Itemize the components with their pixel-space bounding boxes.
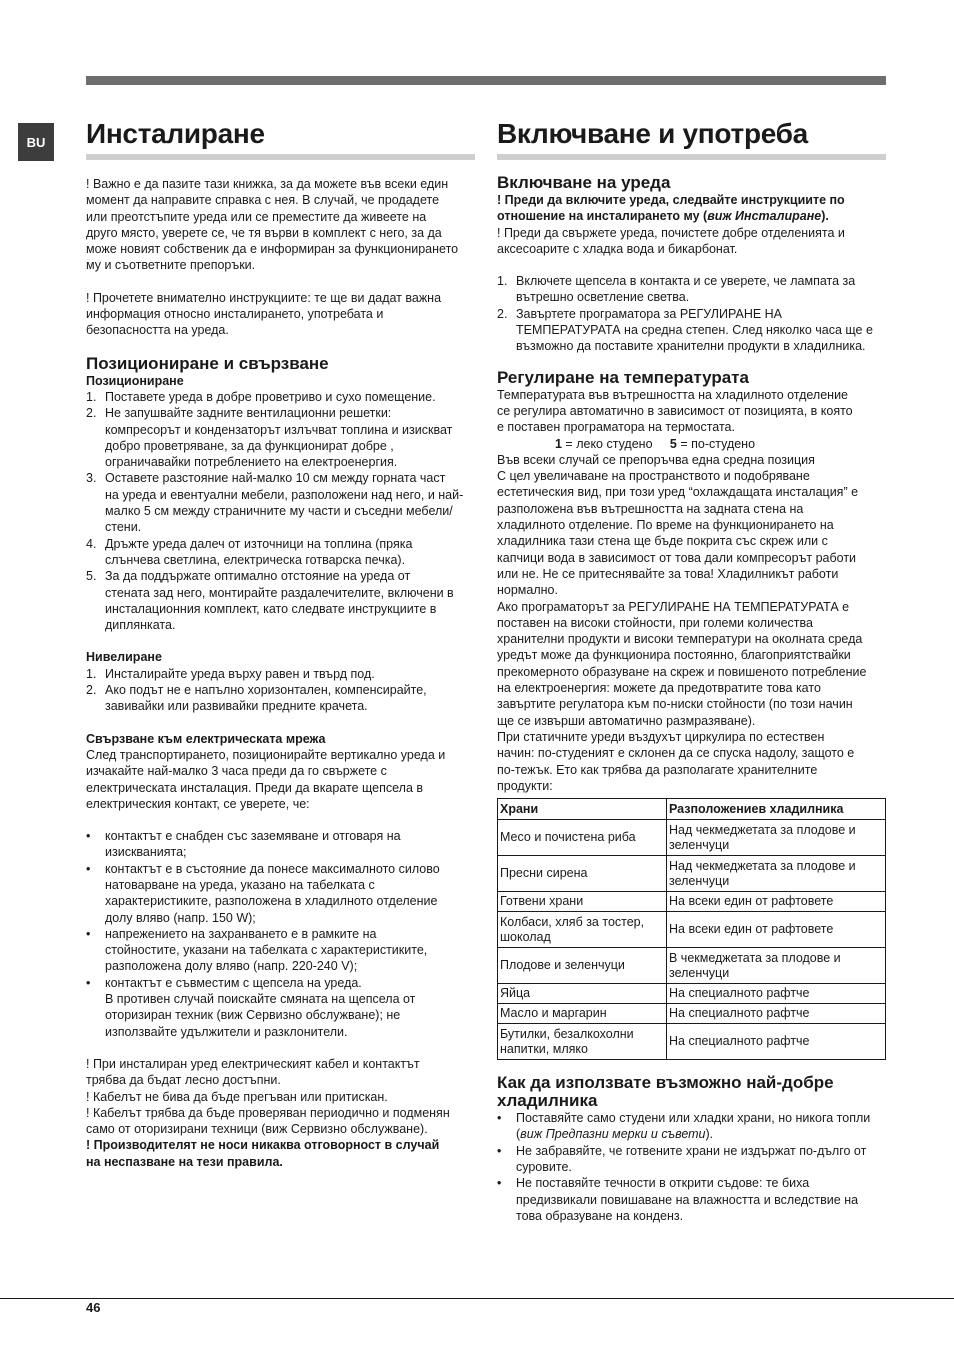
list-number: 1.: [86, 666, 97, 681]
table-row: [498, 984, 886, 1004]
language-badge: BU: [18, 123, 54, 161]
text-line: При статичните уреди въздухът циркулира по естествен: [497, 729, 825, 744]
text-line: капчици вода в зависимост от това дали компресорът работи: [497, 550, 857, 565]
list-item-line: ограничавайки потреблението на електроенергия.: [105, 455, 398, 470]
table-cell-placement: Над чекмеджетата за плодове и зеленчуци: [667, 820, 886, 856]
column-usage: [497, 118, 886, 1224]
bullet-line: Не поставяйте течности в открити съдове: те биха: [516, 1176, 810, 1191]
bullet-line: Поставяйте само студени или хладки храни, но никога топли: [516, 1111, 871, 1126]
table-cell-placement: На специалното рафтче: [667, 1024, 886, 1060]
warnings: [86, 1056, 475, 1137]
list-item-line: Завъртете програматора за РЕГУЛИРАНЕ НА: [516, 306, 783, 321]
bullet-item: [497, 1175, 886, 1224]
switching-on-paragraph: [497, 225, 886, 258]
table-cell-placement: На специалното рафтче: [667, 1004, 886, 1024]
bullet-line: оторизиран техник (виж Сервизно обслужване); не: [105, 1008, 401, 1023]
list-item-line: инсталационния комплект, като следвате инструкциите в: [105, 601, 437, 616]
list-item-line: Включете щепсела в контакта и се уверете, че лампата за: [516, 274, 856, 289]
page-number: 46: [86, 1300, 101, 1315]
text-line: му и съответните препоръки.: [86, 258, 256, 273]
switching-on-title: Включване на уреда: [497, 173, 671, 192]
list-item: [86, 470, 475, 535]
bullet-line: контактът е снабден със заземяване и отговаря на: [105, 829, 401, 844]
bullet-item: [497, 1110, 886, 1143]
positioning-section-title: Позициониране и свързване: [86, 353, 329, 373]
list-item-line: Дръжте уреда далеч от източници на топлина (пряка: [105, 536, 413, 551]
list-item-line: Инсталирайте уреда върху равен и твърд под.: [105, 666, 375, 681]
text-line: само от оторизирани техници (виж Сервизно обслужване).: [86, 1122, 428, 1137]
text-line: ! Кабелът не бива да бъде прегъван или притискан.: [86, 1089, 388, 1104]
text-line: хладилното отделение. По време на функционирането на: [497, 518, 834, 533]
bullet-line: В противен случай поискайте смяната на щепсела от: [105, 992, 416, 1007]
usage-title: Включване и употреба: [497, 118, 886, 160]
text-line: След транспортирането, позиционирайте вертикално уреда и: [86, 747, 446, 762]
best-use-title: Как да използвате възможно най-добре хладилника: [497, 1073, 834, 1111]
list-item: [86, 389, 475, 405]
list-item-line: на уреда и евентуални мебели, разположени над него, и най-: [105, 487, 464, 502]
text-line: хранителни продукти и високи температури на околната среда: [497, 632, 863, 647]
electrical-checklist: [86, 828, 475, 1040]
list-item-line: слънчева светлина, електрическа готварска печка).: [105, 552, 406, 567]
table-cell-food: Пресни сирена: [498, 856, 667, 892]
list-item: [497, 273, 886, 306]
intro-paragraph: [86, 176, 475, 274]
electrical-subtitle: Свързване към електрическата мрежа: [86, 731, 326, 746]
intro-paragraph-2: [86, 290, 475, 339]
list-number: 2.: [86, 406, 97, 421]
list-number: 1.: [497, 274, 508, 289]
bullet-icon: •: [86, 926, 91, 941]
list-item-line: ТЕМПЕРАТУРАТА на средна степен. След няколко часа ще е: [516, 323, 873, 338]
table-row: [498, 912, 886, 948]
header-rule: [86, 76, 886, 85]
text-line: ! Важно е да пазите тази книжка, за да можете във всеки един: [86, 177, 449, 191]
installation-title: Инсталиране: [86, 118, 475, 160]
list-item: [86, 666, 475, 682]
switching-on-warning-1: ! Преди да включите уреда, следвайте инструкциите по: [497, 193, 845, 207]
temperature-title: Регулиране на температурата: [497, 367, 749, 387]
text-line: се регулира автоматично в зависимост от позицията, в която: [497, 403, 853, 418]
table-cell-placement: Над чекмеджетата за плодове и зеленчуци: [667, 856, 886, 892]
table-cell-food: Яйца: [498, 984, 667, 1004]
bullet-item: [86, 975, 475, 1040]
list-item-line: малко 5 см между страничните му части и съседни мебели/: [105, 504, 453, 519]
food-placement-table: [497, 798, 886, 1060]
list-item: [497, 306, 886, 355]
table-cell-placement: На всеки един от рафтовете: [667, 892, 886, 912]
text-line: може новият собственик да е информиран за функционирането: [86, 242, 459, 257]
text-line: продукти:: [497, 778, 553, 793]
text-line: информация относно инсталирането, употребата и: [86, 307, 384, 322]
footer-rule: [0, 1298, 954, 1299]
bullet-icon: •: [86, 861, 91, 876]
bullet-line: изискванията;: [105, 845, 187, 860]
list-item-line: добро проветряване, за да функционират добре ,: [105, 438, 394, 453]
text-line: хладилника тази стена ще бъде покрита със скреж или с: [497, 534, 828, 549]
bullet-line: предизвикали повишаване на влажността и вследствие на: [516, 1192, 859, 1207]
text-line: ! Кабелът трябва да бъде проверяван периодично и подменян: [86, 1105, 450, 1120]
table-header-row: [498, 799, 886, 820]
text-line: нормално.: [497, 583, 558, 598]
text-line: електрическия контакт, се уверете, че:: [86, 796, 310, 811]
text-line: завъртите регулатора към по-ниски стойности (по този начин: [497, 697, 853, 712]
text-line: Във всеки случай се препоръчва една средна позиция: [497, 452, 815, 467]
bullet-icon: •: [497, 1143, 502, 1158]
text-line: момент да направите справка с нея. В случай, че продадете: [86, 193, 440, 208]
positioning-list: [86, 389, 475, 633]
table-row: [498, 856, 886, 892]
text-line: ще се извърши автоматично размразяване).: [497, 713, 756, 728]
table-cell-food: Плодове и зеленчуци: [498, 948, 667, 984]
text-line: естетическия вид, при този уред “охлаждащата инсталация” е: [497, 485, 859, 500]
text-line: ! Преди да свържете уреда, почистете добре отделенията и: [497, 225, 845, 240]
table-row: [498, 948, 886, 984]
list-item: [86, 568, 475, 633]
bullet-line: натоварване на уреда, указано на табелката с: [105, 877, 375, 892]
list-number: 1.: [86, 389, 97, 404]
list-item-line: диплянката.: [105, 618, 176, 633]
list-item-line: За да поддържате оптимално отстояние на уреда от: [105, 569, 411, 584]
bullet-line: долу вляво (напр. 150 W);: [105, 910, 256, 925]
temperature-paragraph: [497, 387, 886, 436]
text-line: друго място, уверете се, че тя върви в комплект с него, за да: [86, 225, 442, 240]
bullet-line: суровите.: [516, 1159, 572, 1174]
switching-on-list: [497, 273, 886, 354]
bullet-icon: •: [497, 1176, 502, 1191]
temperature-scale: 1 = леко студено 5 = по-студено: [555, 436, 756, 451]
table-row: [498, 1004, 886, 1024]
list-item-line: възможно да поставите хранителни продукти в хладилника.: [516, 339, 866, 354]
table-cell-food: Колбаси, хляб за тостер, шоколад: [498, 912, 667, 948]
table-row: [498, 892, 886, 912]
text-line: на електроенергия: можете да предотвратите това като: [497, 681, 821, 696]
list-item-line: завивайки или развивайки предните крачета.: [105, 699, 368, 714]
bullet-line: (виж Предпазни мерки и съвети).: [516, 1127, 714, 1142]
text-line: разположена във вътрешността на задната стена на: [497, 501, 804, 516]
bullet-item: [497, 1143, 886, 1176]
positioning-subtitle: Позициониране: [86, 373, 184, 388]
text-line: или не. Не се притеснявайте за това! Хладилникът работи: [497, 566, 839, 581]
bullet-line: напрежението на захранването е в рамките на: [105, 926, 377, 941]
text-line: безопасността на уреда.: [86, 323, 229, 338]
bullet-item: [86, 861, 475, 926]
text-line: ! При инсталиран уред електрическият кабел и контактът: [86, 1056, 420, 1071]
table-cell-food: Месо и почистена риба: [498, 820, 667, 856]
bullet-line: контактът е съвместим с щепсела на уреда.: [105, 975, 362, 990]
list-item-line: Ако подът не е напълно хоризонтален, компенсирайте,: [105, 683, 427, 698]
table-row: [498, 820, 886, 856]
bullet-item: [86, 828, 475, 861]
text-line: поставен на високи стойности, при големи количества: [497, 615, 813, 630]
best-use-list: [497, 1110, 886, 1224]
list-item: [86, 405, 475, 470]
text-line: С цел увеличаване на пространството и подобряване: [497, 469, 810, 484]
table-cell-food: Масло и маргарин: [498, 1004, 667, 1024]
electrical-paragraph: [86, 747, 475, 812]
table-header-food: Храни: [498, 799, 667, 820]
text-line: или преотстъпите уреда или се преместите да живеете на: [86, 209, 427, 224]
text-line: на неспазване на тези правила.: [86, 1154, 283, 1169]
text-line: аксесоарите с хладка вода и бикарбонат.: [497, 241, 738, 256]
text-line: Ако програматорът за РЕГУЛИРАНЕ НА ТЕМПЕРАТУРАТА е: [497, 599, 850, 614]
table-cell-placement: На всеки един от рафтовете: [667, 912, 886, 948]
bullet-icon: •: [86, 829, 91, 844]
table-cell-food: Готвени храни: [498, 892, 667, 912]
bullet-line: Не забравяйте, че готвените храни не издържат по-дълго от: [516, 1143, 867, 1158]
text-line: по-тежък. Ето как трябва да разполагате хранителните: [497, 762, 818, 777]
temperature-paragraph-2: [497, 452, 886, 794]
leveling-subtitle: Нивелиране: [86, 650, 162, 665]
text-line: е поставен програматора на термостата.: [497, 420, 735, 435]
bullet-line: стойностите, указани на табелката с характеристиките,: [105, 943, 428, 958]
list-item: [86, 682, 475, 715]
text-line: ! Прочетете внимателно инструкциите: те ще ви дадат важна: [86, 290, 442, 305]
text-line: ! Производителят не носи никаква отговорност в случай: [86, 1138, 440, 1153]
list-number: 3.: [86, 471, 97, 486]
text-line: прекомерното образуване на скреж и повишеното потребление: [497, 664, 867, 679]
text-line: трябва да бъдат лесно достъпни.: [86, 1073, 281, 1088]
text-line: уредът може да функционира постоянно, благоприятствайки: [497, 648, 851, 663]
bullet-line: използвайте удължители и разклонители.: [105, 1024, 348, 1039]
text-line: Температурата във вътрешността на хладилното отделение: [497, 387, 849, 402]
bullet-line: разположена долу вляво (напр. 220-240 V);: [105, 959, 358, 974]
table-cell-placement: В чекмеджетата за плодове и зеленчуци: [667, 948, 886, 984]
list-item: [86, 536, 475, 569]
bullet-item: [86, 926, 475, 975]
table-row: [498, 1024, 886, 1060]
table-header-placement: Разположениев хладилника: [667, 799, 886, 820]
text-line: изчакайте най-малко 3 часа преди да го свържете с: [86, 764, 387, 779]
list-item-line: Поставете уреда в добре проветриво и сухо помещение.: [105, 389, 436, 404]
list-number: 2.: [497, 306, 508, 321]
list-number: 2.: [86, 683, 97, 698]
text-line: електрическата инсталация. Преди да вкарате щепсела в: [86, 780, 424, 795]
bullet-line: контактът е в състояние да понесе максималното силово: [105, 861, 440, 876]
list-item-line: Оставете разстояние най-малко 10 см между горната част: [105, 471, 446, 486]
list-item-line: компресорът и кондензаторът излъчват топлина и изискват: [105, 422, 453, 437]
bullet-icon: •: [86, 975, 91, 990]
list-item-line: вътрешно осветление светва.: [516, 290, 690, 305]
warnings-bold: [86, 1137, 475, 1170]
bullet-line: това образуване на конденз.: [516, 1208, 684, 1223]
switching-on-warning-2: отношение на инсталирането му (виж Инсталиране).: [497, 209, 829, 224]
list-number: 5.: [86, 569, 97, 584]
text-line: начин: по-студеният е склонен да се спуска надолу, защото е: [497, 746, 855, 761]
list-number: 4.: [86, 536, 97, 551]
table-cell-placement: На специалното рафтче: [667, 984, 886, 1004]
bullet-line: характеристиките, разположена в хладилното отделение: [105, 894, 438, 909]
leveling-list: [86, 666, 475, 715]
table-cell-food: Бутилки, безалкохолни напитки, мляко: [498, 1024, 667, 1060]
list-item-line: стената зад него, монтирайте раздалечителите, включени в: [105, 585, 454, 600]
list-item-line: стени.: [105, 520, 142, 535]
bullet-icon: •: [497, 1111, 502, 1126]
column-installation: [86, 118, 475, 1170]
list-item-line: Не запушвайте задните вентилационни решетки:: [105, 406, 392, 421]
